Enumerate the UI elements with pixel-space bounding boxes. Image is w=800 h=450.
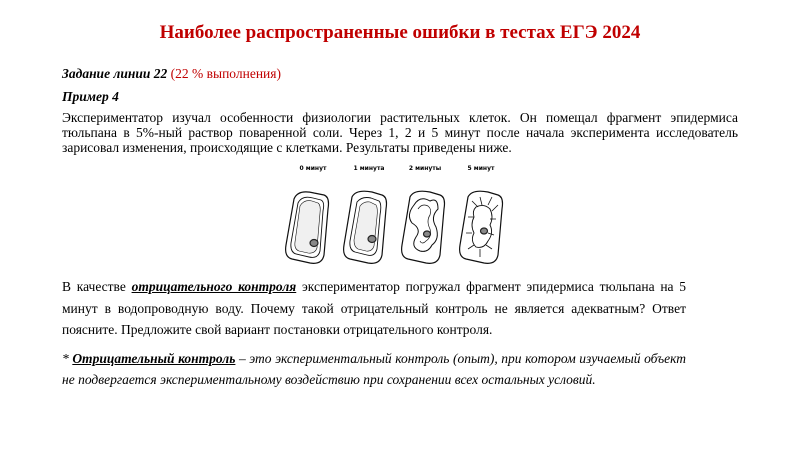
negative-control-term: отрицательного контроля (131, 279, 297, 294)
slide-title: Наиболее распространенные ошибки в тестах ЕГЭ 2024 (159, 22, 641, 43)
figure-label-2min: 2 минуты (408, 165, 442, 172)
cell-plasmolysis-figure (280, 165, 520, 270)
example-label: Пример 4 (62, 89, 119, 104)
cells-drawing (280, 187, 520, 269)
negative-control-definition (62, 348, 686, 390)
definition-text: – это экспериментальный контроль (опыт), при котором изучаемый объект не подвергается экспериментальному воздействию при сохранении всех остальных условий. (62, 351, 687, 387)
cell-2min (402, 191, 445, 263)
question-text-end: экспериментатор погружал фрагмент эпидермиса тюльпана на 5 минут в водопроводную воду. Почему такой отрицательный контроль не является адекватным? Ответ поясните. Предложите свой вариант постановки отрицательного контроля. (62, 279, 687, 337)
cell-1min (344, 191, 387, 263)
question-text-start: В качестве (62, 279, 132, 294)
negative-control-question (62, 276, 686, 341)
cell-5min (460, 191, 503, 263)
definition-star: * (62, 351, 73, 366)
task-line (62, 66, 281, 82)
experiment-description: Экспериментатор изучал особенности физиологии растительных клеток. Он помещал фрагмент эпидермиса тюльпана в 5%-ный раствор поваренной соли. Через 1, 2 и 5 минут после начала эксперимента исследователь зарисовал изменения, происходящие с клетками. Результаты приведены ниже. (62, 110, 738, 155)
definition-term: Отрицательный контроль (72, 351, 236, 366)
figure-label-0min: 0 минут (299, 165, 327, 172)
task-label: Задание линии 22 (62, 66, 168, 81)
figure-label-1min: 1 минута (353, 165, 385, 172)
figure-label-5min: 5 минут (467, 165, 495, 172)
cell-0min (286, 192, 329, 263)
task-percent: (22 % выполнения) (170, 66, 281, 81)
